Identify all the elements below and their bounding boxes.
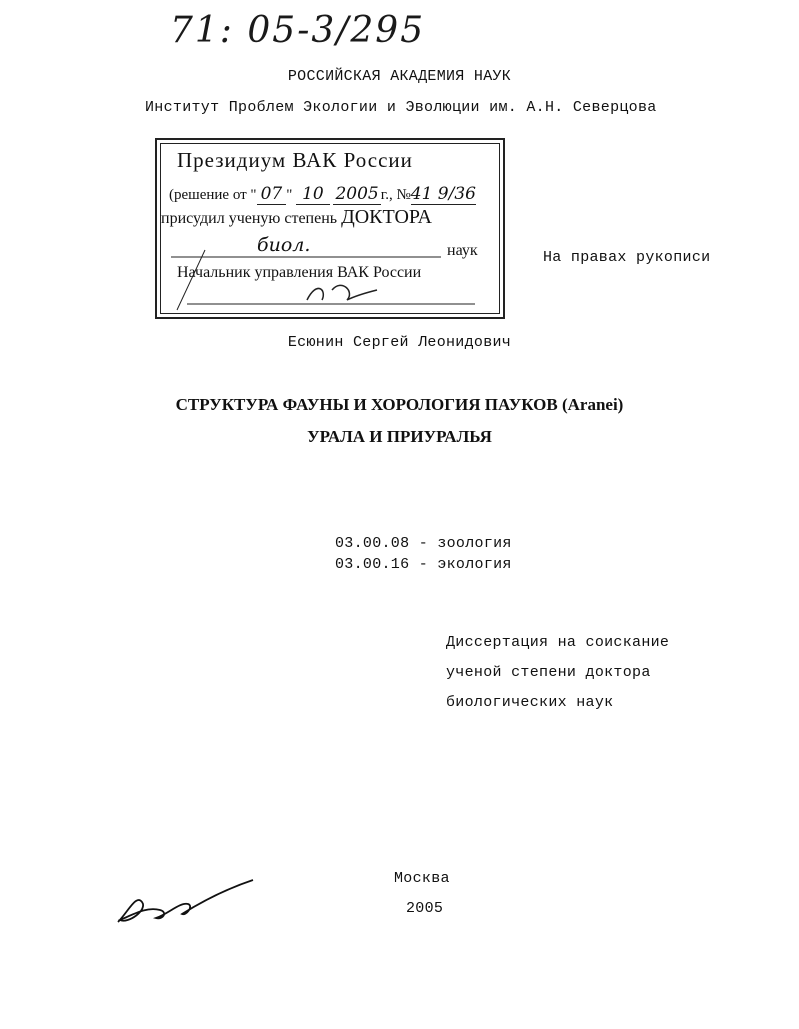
stamp-field-handwritten: биол.	[257, 234, 311, 256]
specialty-code: 03.00.16 - экология	[335, 556, 512, 573]
decision-day: 07	[257, 184, 287, 205]
stamp-degree: ДОКТОРА	[341, 206, 432, 228]
stamp-lines	[157, 140, 503, 317]
decision-month: 10	[296, 184, 330, 205]
author-name: Есюнин Сергей Леонидович	[287, 334, 512, 351]
decision-year: 2005	[335, 184, 379, 204]
decision-sep1: "	[286, 187, 297, 203]
dissertation-note-line: биологических наук	[446, 694, 614, 711]
author-signature	[108, 872, 258, 932]
stamp-head-label: Начальник управления ВАК России	[177, 264, 422, 281]
stamp-signature-mark	[307, 285, 377, 300]
specialty-code: 03.00.08 - зоология	[335, 535, 512, 552]
institute-name: Институт Проблем Экологии и Эволюции им. А.Н. Северцова	[145, 99, 657, 116]
academy-name: РОССИЙСКАЯ АКАДЕМИЯ НАУК	[287, 68, 512, 85]
stamp-title: Президиум ВАК России	[177, 148, 413, 172]
decision-prefix: (решение от "	[169, 187, 257, 203]
manuscript-rights-note: На правах рукописи	[543, 249, 711, 266]
diagonal-stroke	[177, 250, 205, 310]
awarded-prefix: присудил ученую степень	[161, 210, 342, 227]
dissertation-note-line: Диссертация на соискание	[446, 634, 670, 651]
publication-year: 2005	[406, 900, 444, 917]
dissertation-note-line: ученой степени доктора	[446, 664, 651, 681]
decision-number-label: г., №	[380, 187, 411, 203]
vak-stamp	[155, 138, 505, 319]
dissertation-title-line1: СТРУКТУРА ФАУНЫ И ХОРОЛОГИЯ ПАУКОВ (Aranei)	[175, 395, 624, 414]
handwritten-archive-code: 71: 05-3/295	[170, 10, 426, 51]
publication-city: Москва	[394, 870, 450, 887]
decision-number: 41 9/36	[410, 184, 476, 204]
stamp-science-suffix: наук	[447, 242, 478, 259]
dissertation-title-line2: УРАЛА И ПРИУРАЛЬЯ	[307, 427, 492, 446]
